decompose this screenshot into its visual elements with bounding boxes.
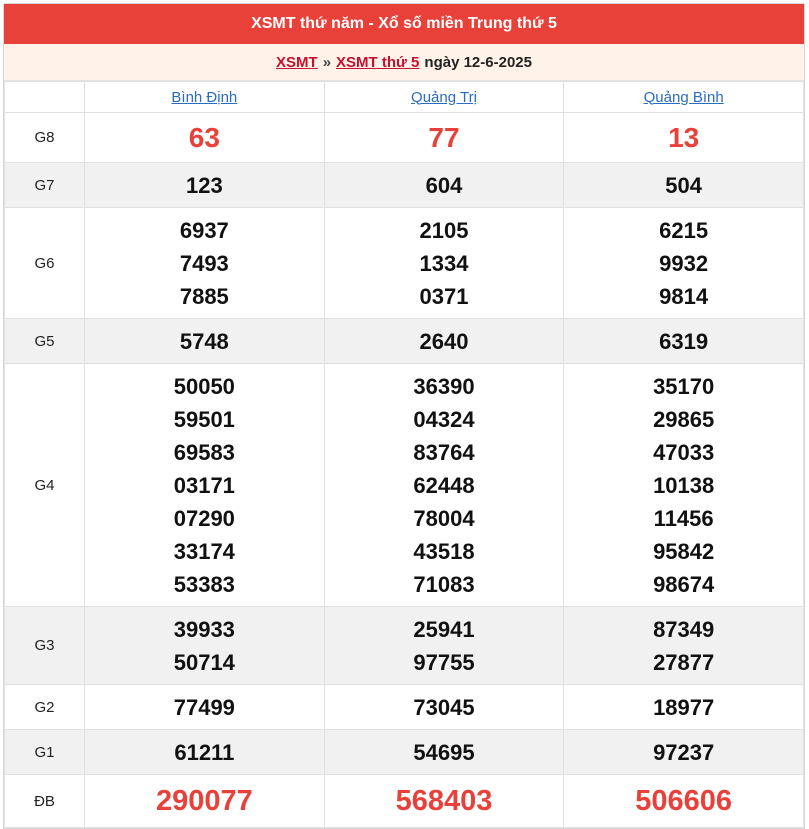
prize-cell [324,208,564,319]
prize-cell [564,208,804,319]
prize-number: 9814 [659,283,709,309]
province-cell [564,82,804,113]
prize-number: 506606 [635,784,733,817]
prize-label: G7 [5,163,85,208]
prize-number: 50050 [173,373,235,399]
prize-cell [85,730,325,775]
province-cell [324,82,564,113]
prize-label: G8 [5,113,85,163]
prize-number: 33174 [173,538,235,564]
prize-cell [324,364,564,607]
crumb-link-xsmt-thu5[interactable]: XSMT thứ 5 [336,53,420,71]
prize-number: 04324 [413,406,475,432]
prize-number: 61211 [174,739,235,765]
prize-cell [324,775,564,828]
prize-number: 504 [665,172,703,198]
prize-number: 71083 [413,571,475,597]
province-link[interactable]: Quảng Trị [411,88,477,106]
prize-number: 123 [185,172,223,198]
prize-cell [324,113,564,163]
prize-number: 53383 [173,571,235,597]
prize-number: 73045 [413,694,475,720]
prize-cell [85,685,325,730]
prize-number: 11456 [653,505,714,531]
prize-number: 83764 [413,439,475,465]
results-panel [3,3,805,829]
province-cell [85,82,325,113]
panel-title: XSMT thứ năm - Xổ số miền Trung thứ 5 [4,4,804,44]
prize-cell [85,607,325,685]
prize-row [5,685,804,730]
prize-number: 6215 [659,217,709,243]
prize-cell [564,775,804,828]
prize-number: 6319 [659,328,709,354]
prize-number: 62448 [413,472,475,498]
prize-number: 1334 [419,250,469,276]
prize-number: 568403 [395,784,493,817]
prize-cell [564,163,804,208]
prize-number: 03171 [173,472,235,498]
prize-number: 290077 [155,784,253,817]
crumb-date: ngày 12-6-2025 [424,53,532,71]
prize-cell [564,364,804,607]
prize-label: ĐB [5,775,85,828]
province-link[interactable]: Bình Định [171,88,238,106]
prize-number: 25941 [413,616,475,642]
prize-number: 43518 [413,538,475,564]
prize-cell [324,163,564,208]
prize-number: 29865 [653,406,715,432]
prize-number: 10138 [653,472,715,498]
prize-number: 13 [668,122,700,153]
prize-cell [564,685,804,730]
prize-row [5,607,804,685]
crumb-separator: » [322,53,332,71]
prize-cell [564,607,804,685]
prize-row [5,319,804,364]
prize-number: 50714 [173,649,235,675]
header-blank [5,82,85,113]
province-header-row [5,82,804,113]
prize-number: 2105 [419,217,469,243]
prize-cell [85,208,325,319]
prize-number: 87349 [653,616,715,642]
prize-cell [324,685,564,730]
prize-number: 98674 [653,571,715,597]
prize-row [5,775,804,828]
prize-number: 18977 [653,694,715,720]
prize-label: G2 [5,685,85,730]
prize-number: 0371 [419,283,469,309]
prize-number: 604 [425,172,463,198]
prize-number: 35170 [653,373,715,399]
prize-label: G1 [5,730,85,775]
prize-number: 6937 [179,217,229,243]
prize-number: 97755 [413,649,475,675]
prize-number: 7885 [179,283,229,309]
prize-label: G4 [5,364,85,607]
prize-row [5,730,804,775]
prize-label: G6 [5,208,85,319]
prize-number: 39933 [173,616,235,642]
prize-number: 77499 [173,694,235,720]
prize-row [5,364,804,607]
prize-label: G5 [5,319,85,364]
prize-cell [564,319,804,364]
prize-cell [85,364,325,607]
prize-cell [324,607,564,685]
prize-row [5,208,804,319]
prize-number: 95842 [653,538,715,564]
prize-label: G3 [5,607,85,685]
prize-cell [85,113,325,163]
prize-cell [85,163,325,208]
prize-row [5,113,804,163]
province-link[interactable]: Quảng Bình [643,88,724,106]
prize-number: 2640 [419,328,469,354]
prize-number: 78004 [413,505,475,531]
prize-number: 36390 [413,373,475,399]
breadcrumb [4,44,804,81]
prize-cell [324,730,564,775]
prize-number: 07290 [173,505,235,531]
prize-number: 5748 [179,328,229,354]
prize-cell [564,113,804,163]
prize-cell [85,775,325,828]
prize-cell [564,730,804,775]
prize-row [5,163,804,208]
results-table [4,81,804,828]
prize-number: 69583 [173,439,235,465]
prize-number: 7493 [179,250,229,276]
prize-number: 47033 [653,439,715,465]
prize-cell [85,319,325,364]
prize-number: 59501 [173,406,235,432]
prize-number: 27877 [653,649,715,675]
prize-cell [324,319,564,364]
prize-number: 63 [188,122,220,153]
crumb-link-xsmt[interactable]: XSMT [276,53,318,71]
prize-number: 9932 [659,250,709,276]
prize-number: 97237 [653,739,715,765]
prize-number: 77 [428,122,460,153]
prize-number: 54695 [413,739,475,765]
